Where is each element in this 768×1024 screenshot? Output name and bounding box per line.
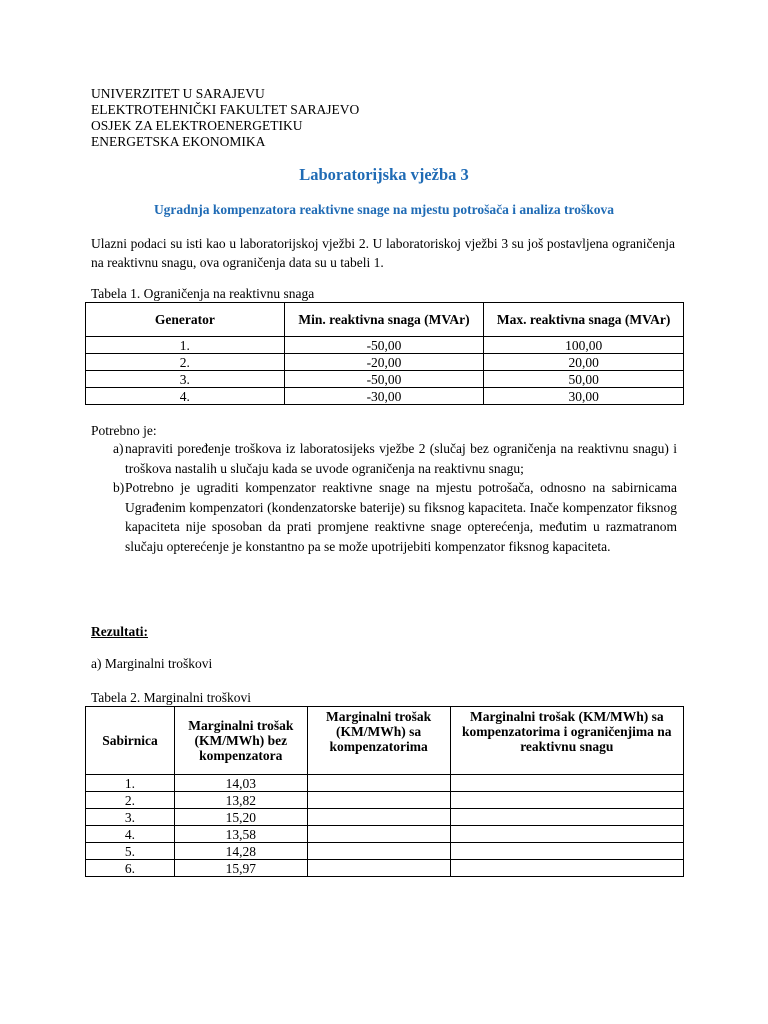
table-cell: 3. (86, 809, 175, 826)
table-cell: 50,00 (484, 371, 684, 388)
table2-caption: Tabela 2. Marginalni troškovi (91, 690, 252, 705)
list-item-text: Potrebno je ugraditi kompenzator reaktivne snage na mjestu potrošača, odnosno na sabirnicama Ugrađenim kompenzatori (kondenzatorske baterije) su fiksnog kapaciteta. Inače kompenzator fiksnog kapaciteta nije sposoban da prati promjene reaktivne snage opterećenja, međutim u razmatranom slučaju opterećenje je konstantno pa se može upotrijebiti kompenzator fiksnog kapaciteta. (125, 480, 677, 554)
list-marker: b) (113, 480, 125, 495)
document-subtitle: Ugradnja kompenzatora reaktivne snage na mjestu potrošača i analiza troškova (153, 202, 615, 217)
table-cell (307, 843, 450, 860)
table-cell (450, 826, 683, 843)
table-cell (450, 792, 683, 809)
table-row (86, 809, 684, 826)
column-header: Sabirnica (86, 707, 175, 775)
table-cell (307, 775, 450, 792)
requirements-list (91, 439, 677, 556)
table-cell: -50,00 (284, 371, 484, 388)
table-cell: 6. (86, 860, 175, 877)
table-row (86, 371, 684, 388)
list-item (91, 478, 677, 556)
header-line: ENERGETSKA EKONOMIKA (91, 134, 266, 149)
table-cell: 14,28 (174, 843, 307, 860)
table-cell: 14,03 (174, 775, 307, 792)
header-line: ELEKTROTEHNIČKI FAKULTET SARAJEVO (91, 102, 360, 117)
table-cell: 4. (86, 388, 285, 405)
reactive-limits-table (85, 302, 684, 405)
table-cell: 13,82 (174, 792, 307, 809)
intro-paragraph: Ulazni podaci su isti kao u laboratorijskoj vježbi 2. U laboratoriskoj vježbi 3 su još postavljena ograničenja na reaktivnu snagu, ova ograničenja data su u tabeli 1. (91, 236, 675, 270)
table-cell: -50,00 (284, 337, 484, 354)
column-header: Min. reaktivna snaga (MVAr) (284, 303, 484, 337)
table-cell: 1. (86, 337, 285, 354)
results-heading: Rezultati: (91, 624, 148, 639)
table-cell: 100,00 (484, 337, 684, 354)
table-header-row (86, 707, 684, 775)
table-cell (450, 809, 683, 826)
requirements-label: Potrebno je: (91, 423, 157, 438)
table-cell: 2. (86, 354, 285, 371)
table-cell: 20,00 (484, 354, 684, 371)
list-marker: a) (113, 441, 124, 456)
table-cell: 15,20 (174, 809, 307, 826)
table-cell: 3. (86, 371, 285, 388)
table-cell: 2. (86, 792, 175, 809)
document-title: Laboratorijska vježba 3 (299, 165, 469, 184)
column-header: Marginalni trošak (KM/MWh) sa kompenzatorima i ograničenjima na reaktivnu snagu (450, 707, 683, 775)
table-row (86, 860, 684, 877)
table-cell (450, 775, 683, 792)
marginal-costs-table (85, 706, 684, 877)
table-cell (307, 860, 450, 877)
table-cell: -20,00 (284, 354, 484, 371)
results-subheading: a) Marginalni troškovi (91, 656, 213, 671)
column-header: Marginalni trošak (KM/MWh) sa kompenzatorima (307, 707, 450, 775)
list-item (91, 439, 677, 478)
table-cell (450, 860, 683, 877)
column-header: Max. reaktivna snaga (MVAr) (484, 303, 684, 337)
header-line: UNIVERZITET U SARAJEVU (91, 86, 265, 101)
table-row (86, 337, 684, 354)
table-cell: 13,58 (174, 826, 307, 843)
table-row (86, 826, 684, 843)
table-cell (307, 809, 450, 826)
table-cell (307, 792, 450, 809)
table1-caption: Tabela 1. Ograničenja na reaktivnu snaga (91, 286, 315, 301)
table-cell: -30,00 (284, 388, 484, 405)
table-row (86, 354, 684, 371)
table-cell: 15,97 (174, 860, 307, 877)
table-cell: 1. (86, 775, 175, 792)
list-item-text: napraviti poređenje troškova iz laboratosijeks vježbe 2 (slučaj bez ograničenja na reaktivnu snagu) i troškova nastalih u slučaju kada se uvode ograničenja na reaktivnu snagu; (125, 441, 677, 476)
table-row (86, 388, 684, 405)
table-cell: 30,00 (484, 388, 684, 405)
column-header: Generator (86, 303, 285, 337)
table-header-row (86, 303, 684, 337)
institution-header (91, 86, 359, 150)
table-cell (450, 843, 683, 860)
table-cell: 5. (86, 843, 175, 860)
header-line: OSJEK ZA ELEKTROENERGETIKU (91, 118, 303, 133)
table-row (86, 792, 684, 809)
table-cell: 4. (86, 826, 175, 843)
table-cell (307, 826, 450, 843)
table-row (86, 775, 684, 792)
column-header: Marginalni trošak (KM/MWh) bez kompenzatora (174, 707, 307, 775)
table-row (86, 843, 684, 860)
